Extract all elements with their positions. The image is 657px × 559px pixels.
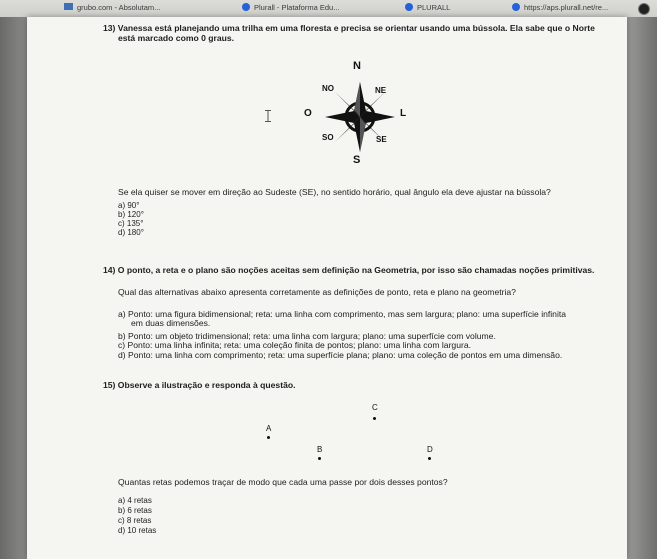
point-label-a: A: [266, 424, 272, 433]
point-label-b: B: [317, 445, 323, 454]
q14-option-c[interactable]: c) Ponto: uma linha infinita; reta: uma coleção finita de pontos; plano: uma linha com largura.: [118, 340, 472, 350]
plurall-favicon-icon: [242, 3, 250, 11]
q15-statement: 15) Observe a ilustração e responda à questão.: [103, 380, 296, 390]
tab-plurall-plataforma[interactable]: Plurall - Plataforma Edu...: [242, 2, 339, 14]
q15-option-b[interactable]: b) 6 retas: [118, 506, 152, 515]
q14-statement: 14) O ponto, a reta e o plano são noções aceitas sem definição na Geometria, por isso são chamadas noções primitivas.: [103, 265, 595, 275]
point-c: [373, 417, 376, 420]
site-favicon-icon: [64, 3, 73, 10]
q14-option-d[interactable]: d) Ponto: uma linha com comprimento; reta: uma superfície plana; plano: uma coleção de pontos em uma dimensão.: [118, 350, 563, 360]
q13-statement-line2: está marcado como 0 graus.: [118, 33, 235, 43]
q13-option-b[interactable]: b) 120°: [118, 210, 144, 219]
tab-aps-plurall[interactable]: https://aps.plurall.net/re...: [512, 2, 608, 14]
record-icon[interactable]: [638, 3, 650, 15]
browser-tab-bar: [0, 0, 657, 18]
q15-question: Quantas retas podemos traçar de modo que cada uma passe por dois desses pontos?: [118, 477, 448, 487]
point-b: [318, 457, 321, 460]
point-label-c: C: [372, 403, 378, 412]
q13-option-c[interactable]: c) 135°: [118, 219, 144, 228]
compass-label-l: L: [400, 108, 407, 119]
q14-question: Qual das alternativas abaixo apresenta corretamente as definições de ponto, reta e plano na geometria?: [118, 287, 516, 297]
compass-label-s: S: [353, 154, 361, 166]
q15-option-a[interactable]: a) 4 retas: [118, 496, 152, 505]
compass-label-so: SO: [322, 133, 334, 142]
text-cursor-icon: [264, 110, 272, 122]
q14-option-b[interactable]: b) Ponto: um objeto tridimensional; reta: uma linha com largura; plano: uma superfície com volume.: [118, 331, 496, 341]
compass-label-ne: NE: [375, 86, 387, 95]
background-left: [0, 17, 27, 559]
compass-label-o: O: [304, 108, 312, 119]
q15-option-c[interactable]: c) 8 retas: [118, 516, 152, 525]
point-a: [267, 436, 270, 439]
compass-label-n: N: [353, 60, 361, 72]
compass-rose: [300, 60, 420, 170]
compass-label-se: SE: [376, 135, 387, 144]
tab-grubo[interactable]: grubo.com - Absolutam...: [64, 2, 160, 14]
point-label-d: D: [427, 445, 433, 454]
q13-option-d[interactable]: d) 180°: [118, 228, 144, 237]
q13-question: Se ela quiser se mover em direção ao Sudeste (SE), no sentido horário, qual ângulo ela deve ajustar na bússola?: [118, 187, 551, 197]
q14-option-a-line2: em duas dimensões.: [131, 318, 211, 328]
q13-option-a[interactable]: a) 90°: [118, 201, 140, 210]
q15-option-d[interactable]: d) 10 retas: [118, 526, 157, 535]
q13-statement-line1: 13) Vanessa está planejando uma trilha em uma floresta e precisa se orientar usando uma bússola. Ela sabe que o Norte: [103, 23, 595, 33]
q14-option-a-line1[interactable]: a) Ponto: uma figura bidimensional; reta: uma linha com comprimento, mas sem largura; plano: uma superfície infinita: [118, 309, 567, 319]
tab-plurall[interactable]: PLURALL: [405, 2, 450, 14]
plurall-favicon-icon: [405, 3, 413, 11]
plurall-favicon-icon: [512, 3, 520, 11]
background-right: [627, 17, 657, 559]
compass-label-no: NO: [322, 84, 334, 93]
point-d: [428, 457, 431, 460]
